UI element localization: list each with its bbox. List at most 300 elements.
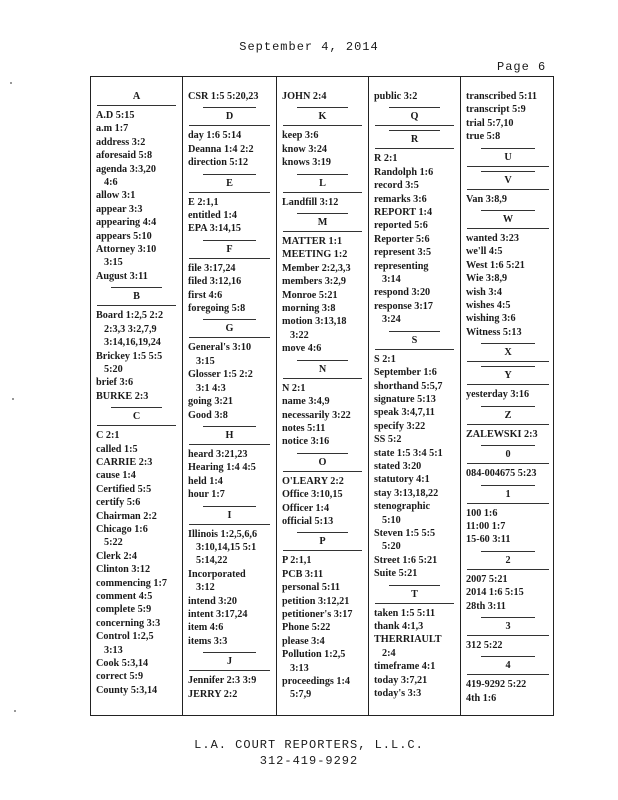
- index-entry-continuation: 3:14,16,19,24: [104, 337, 161, 349]
- index-entry-text: 100 1:6: [466, 507, 498, 519]
- index-entry-text: a.m 1:7: [96, 123, 129, 135]
- index-entry-text: E 2:1,1: [188, 196, 219, 208]
- index-entry-text: Brickey 1:5 5:5: [96, 350, 163, 362]
- index-entry-text: P 2:1,1: [282, 555, 312, 567]
- index-entry: [369, 246, 460, 259]
- index-entry-text: wishes 4:5: [466, 300, 511, 312]
- index-entry-text: we'll 4:5: [466, 246, 503, 258]
- index-entry-text: Deanna 1:4 2:2: [188, 143, 254, 155]
- index-entry-continuation: 3:22: [290, 329, 309, 341]
- index-entry-continuation: 5:22: [104, 537, 123, 549]
- index-entry: [369, 447, 460, 460]
- index-letter-heading: K: [283, 110, 362, 126]
- index-entry: [277, 342, 368, 355]
- index-entry: [91, 563, 182, 576]
- index-entry-text: official 5:13: [282, 515, 334, 527]
- index-letter-heading: J: [189, 655, 270, 671]
- index-entry-continuation: 3:10,14,15 5:1: [196, 541, 257, 553]
- index-entry-text: SS 5:2: [374, 434, 402, 446]
- index-entry-text: notice 3:16: [282, 436, 330, 448]
- index-entry-text: items 3:3: [188, 635, 228, 647]
- index-entry-text: called 1:5: [96, 443, 138, 455]
- index-entry-continuation: 5:20: [382, 541, 401, 553]
- index-entry-text: commencing 1:7: [96, 577, 168, 589]
- index-entry: [461, 193, 555, 206]
- index-entry: [91, 203, 182, 216]
- index-entry: [183, 674, 276, 687]
- index-entry: [277, 581, 368, 594]
- index-letter-heading: T: [375, 588, 454, 604]
- index-entry: [277, 275, 368, 288]
- index-entry: [461, 259, 555, 272]
- index-entry: [461, 520, 555, 533]
- index-entry: [461, 130, 555, 143]
- index-entry: [91, 670, 182, 683]
- index-entry-text: R 2:1: [374, 153, 398, 165]
- index-entry: [91, 429, 182, 442]
- index-entry-text: Randolph 1:6: [374, 166, 434, 178]
- index-letter-heading: S: [375, 334, 454, 350]
- index-entry: [91, 336, 182, 349]
- index-letter-heading: 1: [467, 488, 549, 504]
- index-entry: [91, 630, 182, 657]
- index-entry: [91, 376, 182, 389]
- index-entry: [91, 590, 182, 603]
- index-entry: [277, 435, 368, 448]
- index-entry: [91, 230, 182, 243]
- index-entry-text: Van 3:8,9: [466, 193, 507, 205]
- index-entry: [277, 129, 368, 142]
- index-entry: [369, 90, 460, 103]
- index-entry-text: wish 3:4: [466, 286, 502, 298]
- index-entry-continuation: 5:14,22: [196, 555, 228, 567]
- index-entry-text: 419-9292 5:22: [466, 679, 527, 691]
- index-entry: [183, 209, 276, 222]
- index-entry-continuation: 3:24: [382, 314, 401, 326]
- scan-speck: [14, 710, 16, 712]
- index-entry-text: 084-004675 5:23: [466, 468, 537, 480]
- index-entry: [277, 196, 368, 209]
- footer-company: L.A. COURT REPORTERS, L.L.C.: [194, 738, 424, 752]
- index-entry-text: proceedings 1:4: [282, 676, 351, 687]
- index-letter-heading: G: [189, 322, 270, 338]
- index-entry-text: today's 3:3: [374, 688, 422, 700]
- index-entry: [91, 443, 182, 456]
- index-entry-text: petition 3:12,21: [282, 595, 350, 607]
- index-entry: [91, 149, 182, 162]
- index-entry-text: shorthand 5:5,7: [374, 380, 443, 392]
- index-entry: [277, 235, 368, 248]
- index-entry: [369, 460, 460, 473]
- index-entry-text: wanted 3:23: [466, 233, 519, 245]
- index-entry-text: Cook 5:3,14: [96, 658, 149, 670]
- index-entry-text: Clinton 3:12: [96, 564, 151, 576]
- index-entry: [461, 272, 555, 285]
- index-entry: [183, 461, 276, 474]
- index-entry-text: entitled 1:4: [188, 210, 237, 222]
- index-entry: [369, 353, 460, 366]
- index-column-4: [369, 77, 461, 715]
- index-entry: [277, 621, 368, 634]
- index-entry: [277, 262, 368, 275]
- index-entry-text: West 1:6 5:21: [466, 259, 525, 271]
- index-letter-heading: F: [189, 243, 270, 259]
- index-entry-text: represent 3:5: [374, 247, 432, 259]
- index-entry-text: appears 5:10: [96, 230, 152, 242]
- index-entry-text: first 4:6: [188, 289, 223, 301]
- footer-phone: 312-419-9292: [259, 754, 359, 768]
- index-entry-text: signature 5:13: [374, 393, 436, 405]
- index-entry: [277, 635, 368, 648]
- index-entry: [277, 608, 368, 621]
- index-entry: [91, 270, 182, 283]
- index-entry: [91, 483, 182, 496]
- index-entry-text: day 1:6 5:14: [188, 130, 242, 142]
- index-entry: [277, 475, 368, 488]
- index-entry: [277, 554, 368, 567]
- index-entry-text: petitioner's 3:17: [282, 608, 353, 620]
- index-entry-text: move 4:6: [282, 343, 322, 355]
- index-entry-text: know 3:24: [282, 143, 328, 155]
- index-entry: [369, 500, 460, 527]
- index-entry-text: CSR 1:5 5:20,23: [188, 91, 259, 102]
- index-entry: [461, 507, 555, 520]
- index-entry-text: motion 3:13,18: [282, 316, 347, 328]
- index-entry-text: response 3:17: [374, 300, 433, 312]
- index-entry: [277, 648, 368, 675]
- scan-speck: [10, 82, 12, 84]
- index-entry-text: please 3:4: [282, 635, 325, 647]
- index-entry-text: agenda 3:3,20: [96, 163, 156, 175]
- index-entry: [369, 152, 460, 165]
- index-letter-heading: 0: [467, 448, 549, 464]
- index-entry: [91, 510, 182, 523]
- index-entry: [183, 448, 276, 461]
- index-entry: [369, 393, 460, 406]
- index-column-2: [183, 77, 277, 715]
- index-entry: [461, 326, 555, 339]
- index-entry: [91, 496, 182, 509]
- index-entry: [369, 607, 460, 620]
- index-entry: [91, 216, 182, 229]
- index-entry-text: necessarily 3:22: [282, 409, 351, 421]
- index-entry: [277, 502, 368, 515]
- index-entry-text: going 3:21: [188, 396, 233, 408]
- index-entry-text: transcribed 5:11: [466, 91, 538, 102]
- index-entry-text: Chairman 2:2: [96, 510, 157, 522]
- index-entry-text: JOHN 2:4: [282, 91, 327, 102]
- index-entry: [183, 608, 276, 621]
- index-entry-text: record 3:5: [374, 180, 419, 192]
- index-entry-continuation: 4:6: [104, 177, 118, 189]
- index-letter-heading: L: [283, 177, 362, 193]
- index-letter-heading: 3: [467, 620, 549, 636]
- index-entry-text: Hearing 1:4 4:5: [188, 462, 256, 474]
- index-entry-text: September 1:6: [374, 367, 437, 379]
- index-entry: [91, 684, 182, 697]
- index-entry-text: heard 3:21,23: [188, 448, 248, 460]
- index-entry: [183, 368, 276, 395]
- index-entry: [369, 527, 460, 554]
- index-entry: [461, 639, 555, 652]
- index-entry: [461, 692, 555, 705]
- index-entry-text: public 3:2: [374, 91, 418, 102]
- index-entry-text: direction 5:12: [188, 157, 249, 169]
- index-entry: [369, 206, 460, 219]
- index-entry: [277, 515, 368, 528]
- index-entry-text: 4th 1:6: [466, 692, 497, 704]
- index-entry-text: comment 4:5: [96, 591, 153, 602]
- index-entry: [91, 163, 182, 190]
- index-entry-text: cause 1:4: [96, 470, 136, 482]
- index-entry: [369, 687, 460, 700]
- index-entry-text: yesterday 3:16: [466, 389, 530, 401]
- index-letter-heading: H: [189, 429, 270, 445]
- index-letter-heading: I: [189, 509, 270, 525]
- index-entry: [369, 366, 460, 379]
- index-entry-text: 2007 5:21: [466, 573, 508, 585]
- index-entry-continuation: 5:7,9: [290, 689, 312, 701]
- index-entry-text: JERRY 2:2: [188, 688, 238, 700]
- index-entry: [91, 617, 182, 630]
- index-entry: [277, 422, 368, 435]
- index-entry: [277, 568, 368, 581]
- scan-speck: [12, 398, 14, 400]
- index-entry: [91, 469, 182, 482]
- index-entry: [183, 621, 276, 634]
- index-entry: [183, 90, 276, 103]
- index-entry: [183, 222, 276, 235]
- index-entry: [91, 456, 182, 469]
- index-entry-text: knows 3:19: [282, 157, 331, 169]
- index-entry-text: O'LEARY 2:2: [282, 475, 344, 487]
- index-entry-text: hour 1:7: [188, 489, 225, 501]
- index-entry: [277, 675, 368, 702]
- index-entry: [183, 688, 276, 701]
- index-letter-heading: W: [467, 213, 549, 229]
- index-entry: [369, 473, 460, 486]
- index-entry-text: brief 3:6: [96, 377, 134, 389]
- index-entry: [183, 196, 276, 209]
- index-entry-text: stenographic: [374, 501, 431, 513]
- index-entry: [277, 395, 368, 408]
- index-entry: [91, 657, 182, 670]
- index-entry: [369, 166, 460, 179]
- index-entry: [461, 678, 555, 691]
- index-entry-text: MATTER 1:1: [282, 236, 343, 248]
- index-letter-heading: M: [283, 216, 362, 232]
- index-entry-text: 11:00 1:7: [466, 520, 506, 532]
- index-entry-text: S 2:1: [374, 353, 396, 365]
- index-entry-text: Wie 3:8,9: [466, 273, 508, 285]
- index-entry-text: Attorney 3:10: [96, 244, 157, 256]
- index-entry: [461, 232, 555, 245]
- index-entry-text: reported 5:6: [374, 220, 428, 232]
- index-letter-heading: O: [283, 456, 362, 472]
- index-entry-text: Phone 5:22: [282, 622, 331, 634]
- index-entry-text: Office 3:10,15: [282, 489, 343, 501]
- index-entry: [91, 390, 182, 403]
- index-entry-text: Monroe 5:21: [282, 289, 338, 301]
- index-entry: [461, 600, 555, 613]
- index-entry: [183, 409, 276, 422]
- index-column-1: [91, 77, 183, 715]
- index-entry-text: foregoing 5:8: [188, 303, 246, 315]
- index-entry-text: BURKE 2:3: [96, 390, 149, 402]
- index-entry: [183, 289, 276, 302]
- index-entry-text: C 2:1: [96, 430, 120, 442]
- index-entry-text: timeframe 4:1: [374, 661, 436, 673]
- index-entry: [183, 156, 276, 169]
- index-entry-text: Steven 1:5 5:5: [374, 527, 436, 539]
- index-entry-text: 2014 1:6 5:15: [466, 587, 524, 599]
- index-entry: [461, 467, 555, 480]
- index-entry-text: CARRIE 2:3: [96, 456, 153, 468]
- index-entry-text: Glosser 1:5 2:2: [188, 369, 253, 381]
- index-entry: [91, 350, 182, 377]
- index-entry-text: file 3:17,24: [188, 262, 236, 274]
- index-entry-text: REPORT 1:4: [374, 207, 433, 219]
- index-entry-text: County 5:3,14: [96, 684, 158, 696]
- index-entry: [183, 395, 276, 408]
- index-entry: [277, 143, 368, 156]
- index-entry-text: Suite 5:21: [374, 568, 418, 580]
- index-entry-text: Control 1:2,5: [96, 631, 154, 643]
- index-entry-text: trial 5:7,10: [466, 117, 514, 129]
- index-letter-heading: X: [467, 346, 549, 362]
- index-entry: [369, 233, 460, 246]
- index-entry-text: wishing 3:6: [466, 313, 516, 325]
- index-entry: [91, 243, 182, 270]
- index-entry: [369, 554, 460, 567]
- index-entry: [277, 382, 368, 395]
- index-entry-text: Board 1:2,5 2:2: [96, 310, 164, 322]
- index-entry-text: taken 1:5 5:11: [374, 607, 436, 619]
- index-entry-text: 312 5:22: [466, 639, 503, 651]
- index-entry-text: representing: [374, 260, 429, 272]
- index-entry-text: Reporter 5:6: [374, 233, 430, 245]
- index-entry: [369, 193, 460, 206]
- index-entry-text: today 3:7,21: [374, 674, 428, 686]
- index-entry: [91, 577, 182, 590]
- index-entry: [369, 286, 460, 299]
- index-entry: [461, 388, 555, 401]
- index-entry: [183, 143, 276, 156]
- index-entry: [461, 286, 555, 299]
- index-entry: [369, 179, 460, 192]
- index-entry-text: N 2:1: [282, 382, 306, 394]
- index-entry-text: certify 5:6: [96, 497, 141, 509]
- index-entry-text: PCB 3:11: [282, 568, 324, 580]
- index-column-3: [277, 77, 369, 715]
- index-entry-text: remarks 3:6: [374, 193, 427, 205]
- index-entry: [183, 129, 276, 142]
- index-entry-text: intent 3:17,24: [188, 608, 248, 620]
- index-entry-text: respond 3:20: [374, 287, 431, 299]
- index-letter-heading: Z: [467, 409, 549, 425]
- index-entry-text: 15-60 3:11: [466, 534, 511, 546]
- index-entry-text: ZALEWSKI 2:3: [466, 428, 538, 440]
- index-entry-text: Clerk 2:4: [96, 550, 138, 562]
- index-entry-continuation: 3:15: [104, 257, 123, 269]
- index-entry: [461, 586, 555, 599]
- index-entry: [183, 488, 276, 501]
- index-letter-heading: C: [97, 410, 176, 426]
- index-entry: [183, 568, 276, 595]
- page-number: Page 6: [497, 60, 547, 74]
- index-letter-heading: N: [283, 363, 362, 379]
- index-entry-text: General's 3:10: [188, 342, 252, 354]
- index-entry-text: notes 5:11: [282, 422, 326, 434]
- index-entry-text: name 3:4,9: [282, 396, 330, 408]
- index-entry: [277, 488, 368, 501]
- word-index-table: [90, 76, 554, 716]
- index-entry-text: Good 3:8: [188, 409, 228, 421]
- index-entry: [183, 275, 276, 288]
- index-entry: [461, 117, 555, 130]
- index-entry-text: state 1:5 3:4 5:1: [374, 447, 443, 459]
- index-entry: [369, 567, 460, 580]
- index-letter-heading: Y: [467, 369, 549, 385]
- index-entry: [461, 533, 555, 546]
- index-entry-text: August 3:11: [96, 270, 148, 282]
- index-entry: [369, 620, 460, 633]
- index-entry-continuation: 2:3,3 3:2,7,9: [104, 323, 157, 335]
- index-entry-text: Incorporated: [188, 568, 246, 580]
- index-entry: [277, 595, 368, 608]
- index-entry-text: EPA 3:14,15: [188, 223, 242, 235]
- index-entry: [277, 302, 368, 315]
- index-letter-heading: U: [467, 151, 549, 167]
- index-letter-heading: P: [283, 535, 362, 551]
- index-entry-text: thank 4:1,3: [374, 621, 424, 632]
- index-entry-text: allow 3:1: [96, 190, 136, 202]
- index-entry: [461, 103, 555, 116]
- index-entry: [369, 406, 460, 419]
- index-entry-text: Pollution 1:2,5: [282, 649, 346, 661]
- index-entry-continuation: 3:15: [196, 355, 215, 367]
- index-entry-text: specify 3:22: [374, 420, 426, 432]
- index-letter-heading: A: [97, 90, 176, 106]
- index-entry-continuation: 3:13: [104, 644, 123, 656]
- index-entry-text: concerning 3:3: [96, 617, 161, 629]
- index-entry: [461, 90, 555, 103]
- index-entry: [461, 299, 555, 312]
- index-entry-text: Illinois 1:2,5,6,6: [188, 528, 258, 540]
- index-letter-heading: E: [189, 177, 270, 193]
- index-entry-text: filed 3:12,16: [188, 276, 242, 288]
- index-entry: [91, 136, 182, 149]
- index-entry: [183, 475, 276, 488]
- index-letter-heading: B: [97, 290, 176, 306]
- index-entry-text: Chicago 1:6: [96, 523, 148, 535]
- index-entry: [183, 262, 276, 275]
- index-entry-text: item 4:6: [188, 622, 224, 634]
- index-entry: [369, 660, 460, 673]
- index-entry: [369, 300, 460, 327]
- index-entry-text: morning 3:8: [282, 303, 336, 315]
- index-entry: [461, 573, 555, 586]
- index-entry: [277, 289, 368, 302]
- index-entry: [183, 554, 276, 567]
- index-letter-heading: Q: [375, 110, 454, 126]
- index-entry-text: Witness 5:13: [466, 326, 522, 338]
- index-entry: [91, 523, 182, 550]
- index-entry-continuation: 2:4: [382, 647, 396, 659]
- index-entry-text: true 5:8: [466, 131, 501, 143]
- index-entry-text: statutory 4:1: [374, 474, 430, 486]
- index-entry-text: complete 5:9: [96, 604, 152, 616]
